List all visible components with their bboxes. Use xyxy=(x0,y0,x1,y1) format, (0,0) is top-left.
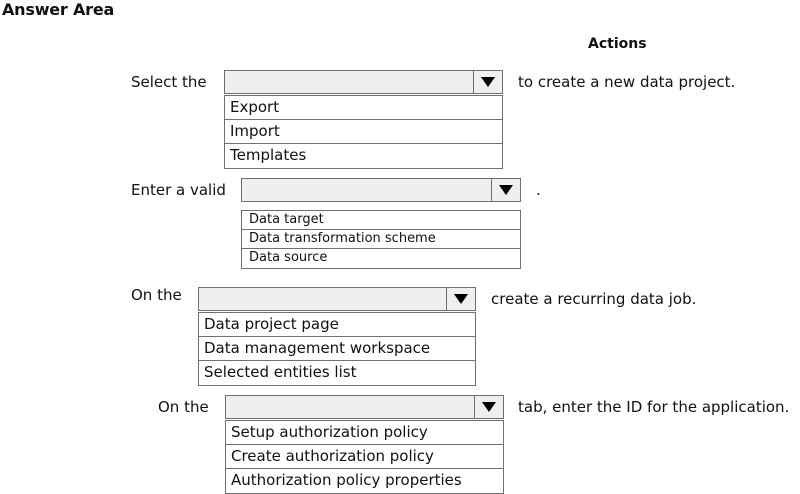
q3-option-data-management-workspace[interactable]: Data management workspace xyxy=(199,337,475,361)
q1-option-templates[interactable]: Templates xyxy=(230,146,307,164)
q3-suffix-label: create a recurring data job. xyxy=(491,290,697,308)
q3-option-selected-entities-list[interactable]: Selected entities list xyxy=(204,363,357,381)
q2-prefix-label: Enter a valid xyxy=(131,181,226,199)
q4-options-list xyxy=(225,420,504,494)
triangle-down-icon xyxy=(499,185,513,195)
triangle-down-icon xyxy=(482,402,496,412)
q1-prefix-label: Select the xyxy=(131,73,207,91)
q4-option-authorization-policy-properties[interactable]: Authorization policy properties xyxy=(231,471,462,489)
q4-dropdown-button[interactable] xyxy=(474,396,503,418)
q2-options-list xyxy=(241,210,521,269)
q2-dropdown[interactable] xyxy=(241,178,521,202)
q2-dropdown-button[interactable] xyxy=(491,179,520,201)
q2-option-data-transformation-scheme[interactable]: Data transformation scheme xyxy=(242,230,520,249)
q4-option-create-authorization-policy[interactable]: Create authorization policy xyxy=(226,445,503,469)
q1-options-list xyxy=(224,95,503,169)
q3-options-list xyxy=(198,312,476,386)
q3-prefix-label: On the xyxy=(131,286,182,304)
q1-dropdown-button[interactable] xyxy=(473,71,502,93)
q1-dropdown[interactable] xyxy=(224,70,503,94)
answer-area-title: Answer Area xyxy=(2,0,115,19)
triangle-down-icon xyxy=(481,77,495,87)
q3-dropdown[interactable] xyxy=(198,287,476,311)
actions-heading: Actions xyxy=(588,36,647,52)
q2-suffix-label: . xyxy=(536,181,541,199)
q4-suffix-label: tab, enter the ID for the application. xyxy=(518,398,790,416)
q4-option-setup-authorization-policy[interactable]: Setup authorization policy xyxy=(226,421,503,445)
triangle-down-icon xyxy=(454,294,468,304)
q1-option-import[interactable]: Import xyxy=(225,120,502,144)
q3-dropdown-button[interactable] xyxy=(446,288,475,310)
q3-option-data-project-page[interactable]: Data project page xyxy=(199,313,475,337)
q1-suffix-label: to create a new data project. xyxy=(518,73,736,91)
q4-dropdown[interactable] xyxy=(225,395,504,419)
q4-prefix-label: On the xyxy=(158,398,209,416)
q1-option-export[interactable]: Export xyxy=(225,96,502,120)
q2-option-data-target[interactable]: Data target xyxy=(242,211,520,230)
q2-option-data-source[interactable]: Data source xyxy=(249,250,328,265)
